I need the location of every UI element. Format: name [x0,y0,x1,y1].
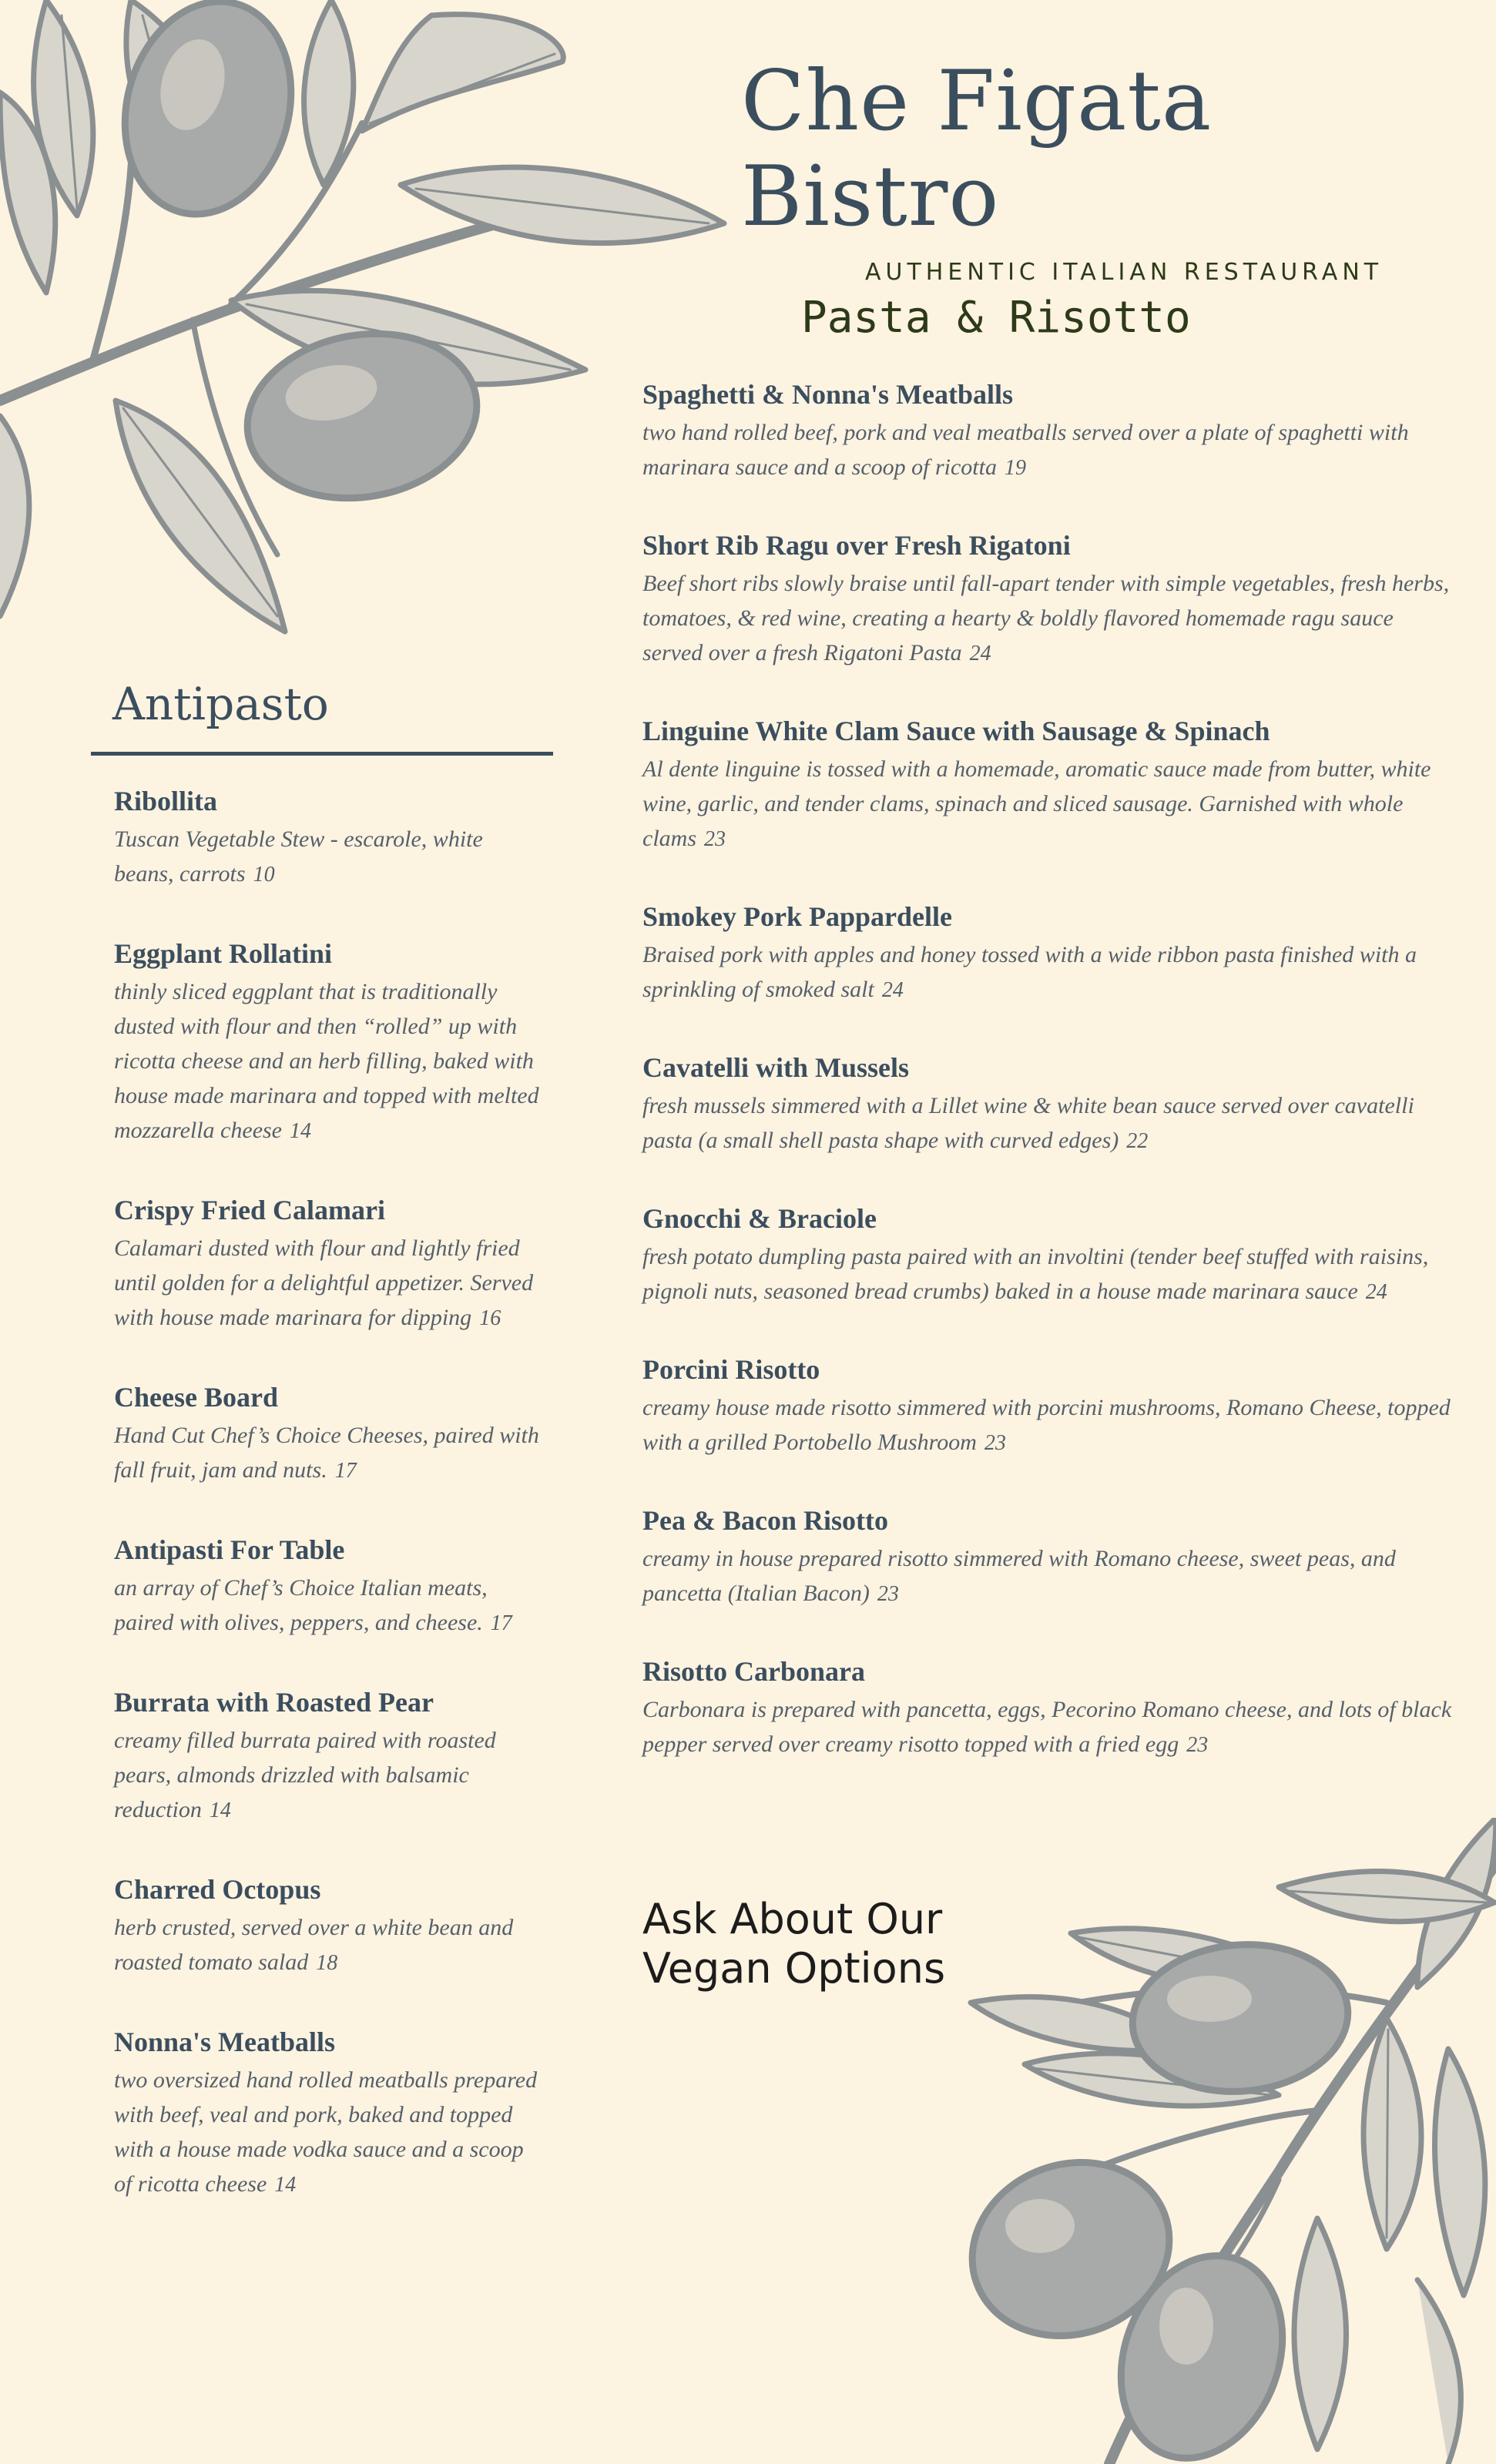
menu-item [114,2025,545,2202]
menu-item [114,1533,545,1641]
menu-item [114,1872,545,1980]
restaurant-tagline: AUTHENTIC ITALIAN RESTAURANT [865,259,1384,287]
menu-item [642,377,1459,485]
pasta-menu-list [642,377,1459,1805]
menu-item-name: Nonna's Meatballs [114,2027,336,2057]
antipasto-divider [91,752,553,756]
vegan-options-note [642,1895,1028,1993]
menu-item-description [114,1723,545,1828]
menu-item-desc-text: Tuscan Vegetable Stew - escarole, white beans, carrots [114,826,483,887]
menu-item-description [642,566,1459,671]
menu-item-desc-text: herb crusted, served over a white bean and roasted tomato salad [114,1915,514,1975]
menu-item-name: Smokey Pork Pappardelle [642,901,952,932]
menu-item-desc-text: creamy house made risotto simmered with porcini mushrooms, Romano Cheese, topped with a grilled Portobello Mushroom [642,1395,1451,1455]
menu-item-price: 24 [969,642,991,665]
menu-item-desc-text: creamy filled burrata paired with roasted pears, almonds drizzled with balsamic reduction [114,1728,496,1822]
menu-item-name: Linguine White Clam Sauce with Sausage & Spinach [642,716,1270,746]
menu-item-desc-text: creamy in house prepared risotto simmered with Romano cheese, sweet peas, and pancetta (Italian Bacon) [642,1546,1396,1606]
menu-item-description [114,2063,545,2202]
menu-item-description [642,1239,1459,1309]
menu-item-desc-text: fresh potato dumpling pasta paired with an involtini (tender beef stuffed with raisins, pignoli nuts, seasoned bread crumbs) baked in a house made marinara sauce [642,1244,1429,1304]
menu-item-description [114,1910,545,1980]
menu-item-desc-text: fresh mussels simmered with a Lillet wine & white bean sauce served over cavatelli pasta (a small shell pasta shape with curved edges) [642,1093,1414,1153]
menu-header [693,54,1464,286]
menu-item-price: 23 [877,1582,899,1606]
menu-item [642,714,1459,857]
menu-item-desc-text: Hand Cut Chef’s Choice Cheeses, paired with fall fruit, jam and nuts. [114,1423,539,1483]
menu-item-price: 10 [253,863,275,887]
vegan-note-line1: Ask About Our [642,1895,943,1943]
pasta-section-title: Pasta & Risotto [801,293,1191,343]
menu-item-name: Crispy Fried Calamari [114,1195,385,1225]
menu-item-description [114,974,545,1148]
menu-item [642,1202,1459,1309]
restaurant-name: Che Figata Bistro [741,53,1213,246]
menu-item-description [642,1390,1459,1460]
menu-item-desc-text: two oversized hand rolled meatballs prepared with beef, veal and pork, baked and topped with a house made vodka sauce and a scoop of ricotta cheese [114,2067,538,2197]
menu-item-name: Pea & Bacon Risotto [642,1505,888,1536]
menu-item-name: Eggplant Rollatini [114,938,333,969]
menu-item-desc-text: an array of Chef’s Choice Italian meats, paired with olives, peppers, and cheese. [114,1575,488,1635]
menu-item-description [642,1088,1459,1158]
menu-item-desc-text: Beef short ribs slowly braise until fall-apart tender with simple vegetables, fresh herbs, tomatoes, & red wine, creating a hearty & boldly flavored homemade ragu sauce served over a fresh Rigatoni Pasta [642,571,1450,665]
menu-item-desc-text: Braised pork with apples and honey tossed with a wide ribbon pasta finished with a sprinkling of smoked salt [642,942,1417,1002]
menu-item-price: 22 [1126,1129,1149,1153]
olive-branch-bottom-icon [955,1818,1496,2464]
menu-item-description [642,1541,1459,1611]
menu-item-name: Gnocchi & Braciole [642,1203,877,1234]
menu-item [114,1380,545,1488]
menu-item-description [642,415,1459,485]
menu-item-price: 14 [274,2173,297,2197]
menu-item-price: 17 [334,1459,357,1483]
menu-item [642,900,1459,1007]
menu-item [642,1353,1459,1460]
menu-item-price: 14 [290,1119,311,1143]
menu-item-price: 14 [209,1799,231,1822]
menu-item-price: 23 [1186,1733,1209,1757]
menu-item-description [114,822,545,892]
menu-item-price: 24 [881,978,904,1002]
antipasto-menu-list [114,784,545,2247]
menu-item-description [114,1418,545,1488]
menu-item-price: 24 [1365,1280,1387,1304]
menu-item [114,1193,545,1336]
menu-item [114,784,545,892]
vegan-note-line2: Vegan Options [642,1944,946,1993]
menu-item-price: 16 [479,1306,501,1330]
menu-item-name: Risotto Carbonara [642,1656,865,1687]
menu-item-name: Cavatelli with Mussels [642,1052,909,1083]
menu-item-desc-text: Carbonara is prepared with pancetta, eggs, Pecorino Romano cheese, and lots of black pepper served over creamy risotto topped with a fried egg [642,1697,1452,1757]
menu-item-description [642,752,1459,857]
menu-item [642,1504,1459,1611]
menu-item-price: 18 [316,1951,338,1975]
menu-item-desc-text: Al dente linguine is tossed with a homemade, aromatic sauce made from butter, white wine, garlic, and tender clams, spinach and sliced sausage. Garnished with whole clams [642,756,1431,851]
menu-item [642,1051,1459,1158]
menu-item-desc-text: thinly sliced eggplant that is traditionally dusted with flour and then “rolled” up with ricotta cheese and an herb filling, baked with house made marinara and topped with melted mozzarella cheese [114,979,539,1143]
menu-item-description [642,1692,1459,1762]
menu-item-description [114,1231,545,1336]
menu-item-name: Antipasti For Table [114,1534,345,1565]
menu-item [642,1654,1459,1762]
menu-item-desc-text: Calamari dusted with flour and lightly fried until golden for a delightful appetizer. Served with house made marinara for dipping [114,1235,534,1330]
menu-item-name: Charred Octopus [114,1874,321,1905]
menu-item-description [642,937,1459,1007]
menu-item-name: Ribollita [114,786,218,816]
menu-item-price: 19 [1004,456,1026,480]
menu-item-desc-text: two hand rolled beef, pork and veal meatballs served over a plate of spaghetti with marinara sauce and a scoop of ricotta [642,420,1409,480]
menu-item-price: 17 [490,1611,512,1635]
menu-item-name: Cheese Board [114,1382,278,1413]
antipasto-section-title: Antipasto [112,678,329,730]
menu-item [114,937,545,1148]
menu-item-price: 23 [984,1431,1006,1455]
menu-item-description [114,1571,545,1641]
menu-item-price: 23 [704,827,726,851]
menu-item [114,1685,545,1828]
menu-item-name: Spaghetti & Nonna's Meatballs [642,379,1014,410]
menu-item-name: Burrata with Roasted Pear [114,1687,434,1718]
olive-branch-top-icon [0,0,740,647]
menu-item [642,528,1459,671]
menu-item-name: Short Rib Ragu over Fresh Rigatoni [642,530,1071,561]
menu-item-name: Porcini Risotto [642,1354,820,1385]
